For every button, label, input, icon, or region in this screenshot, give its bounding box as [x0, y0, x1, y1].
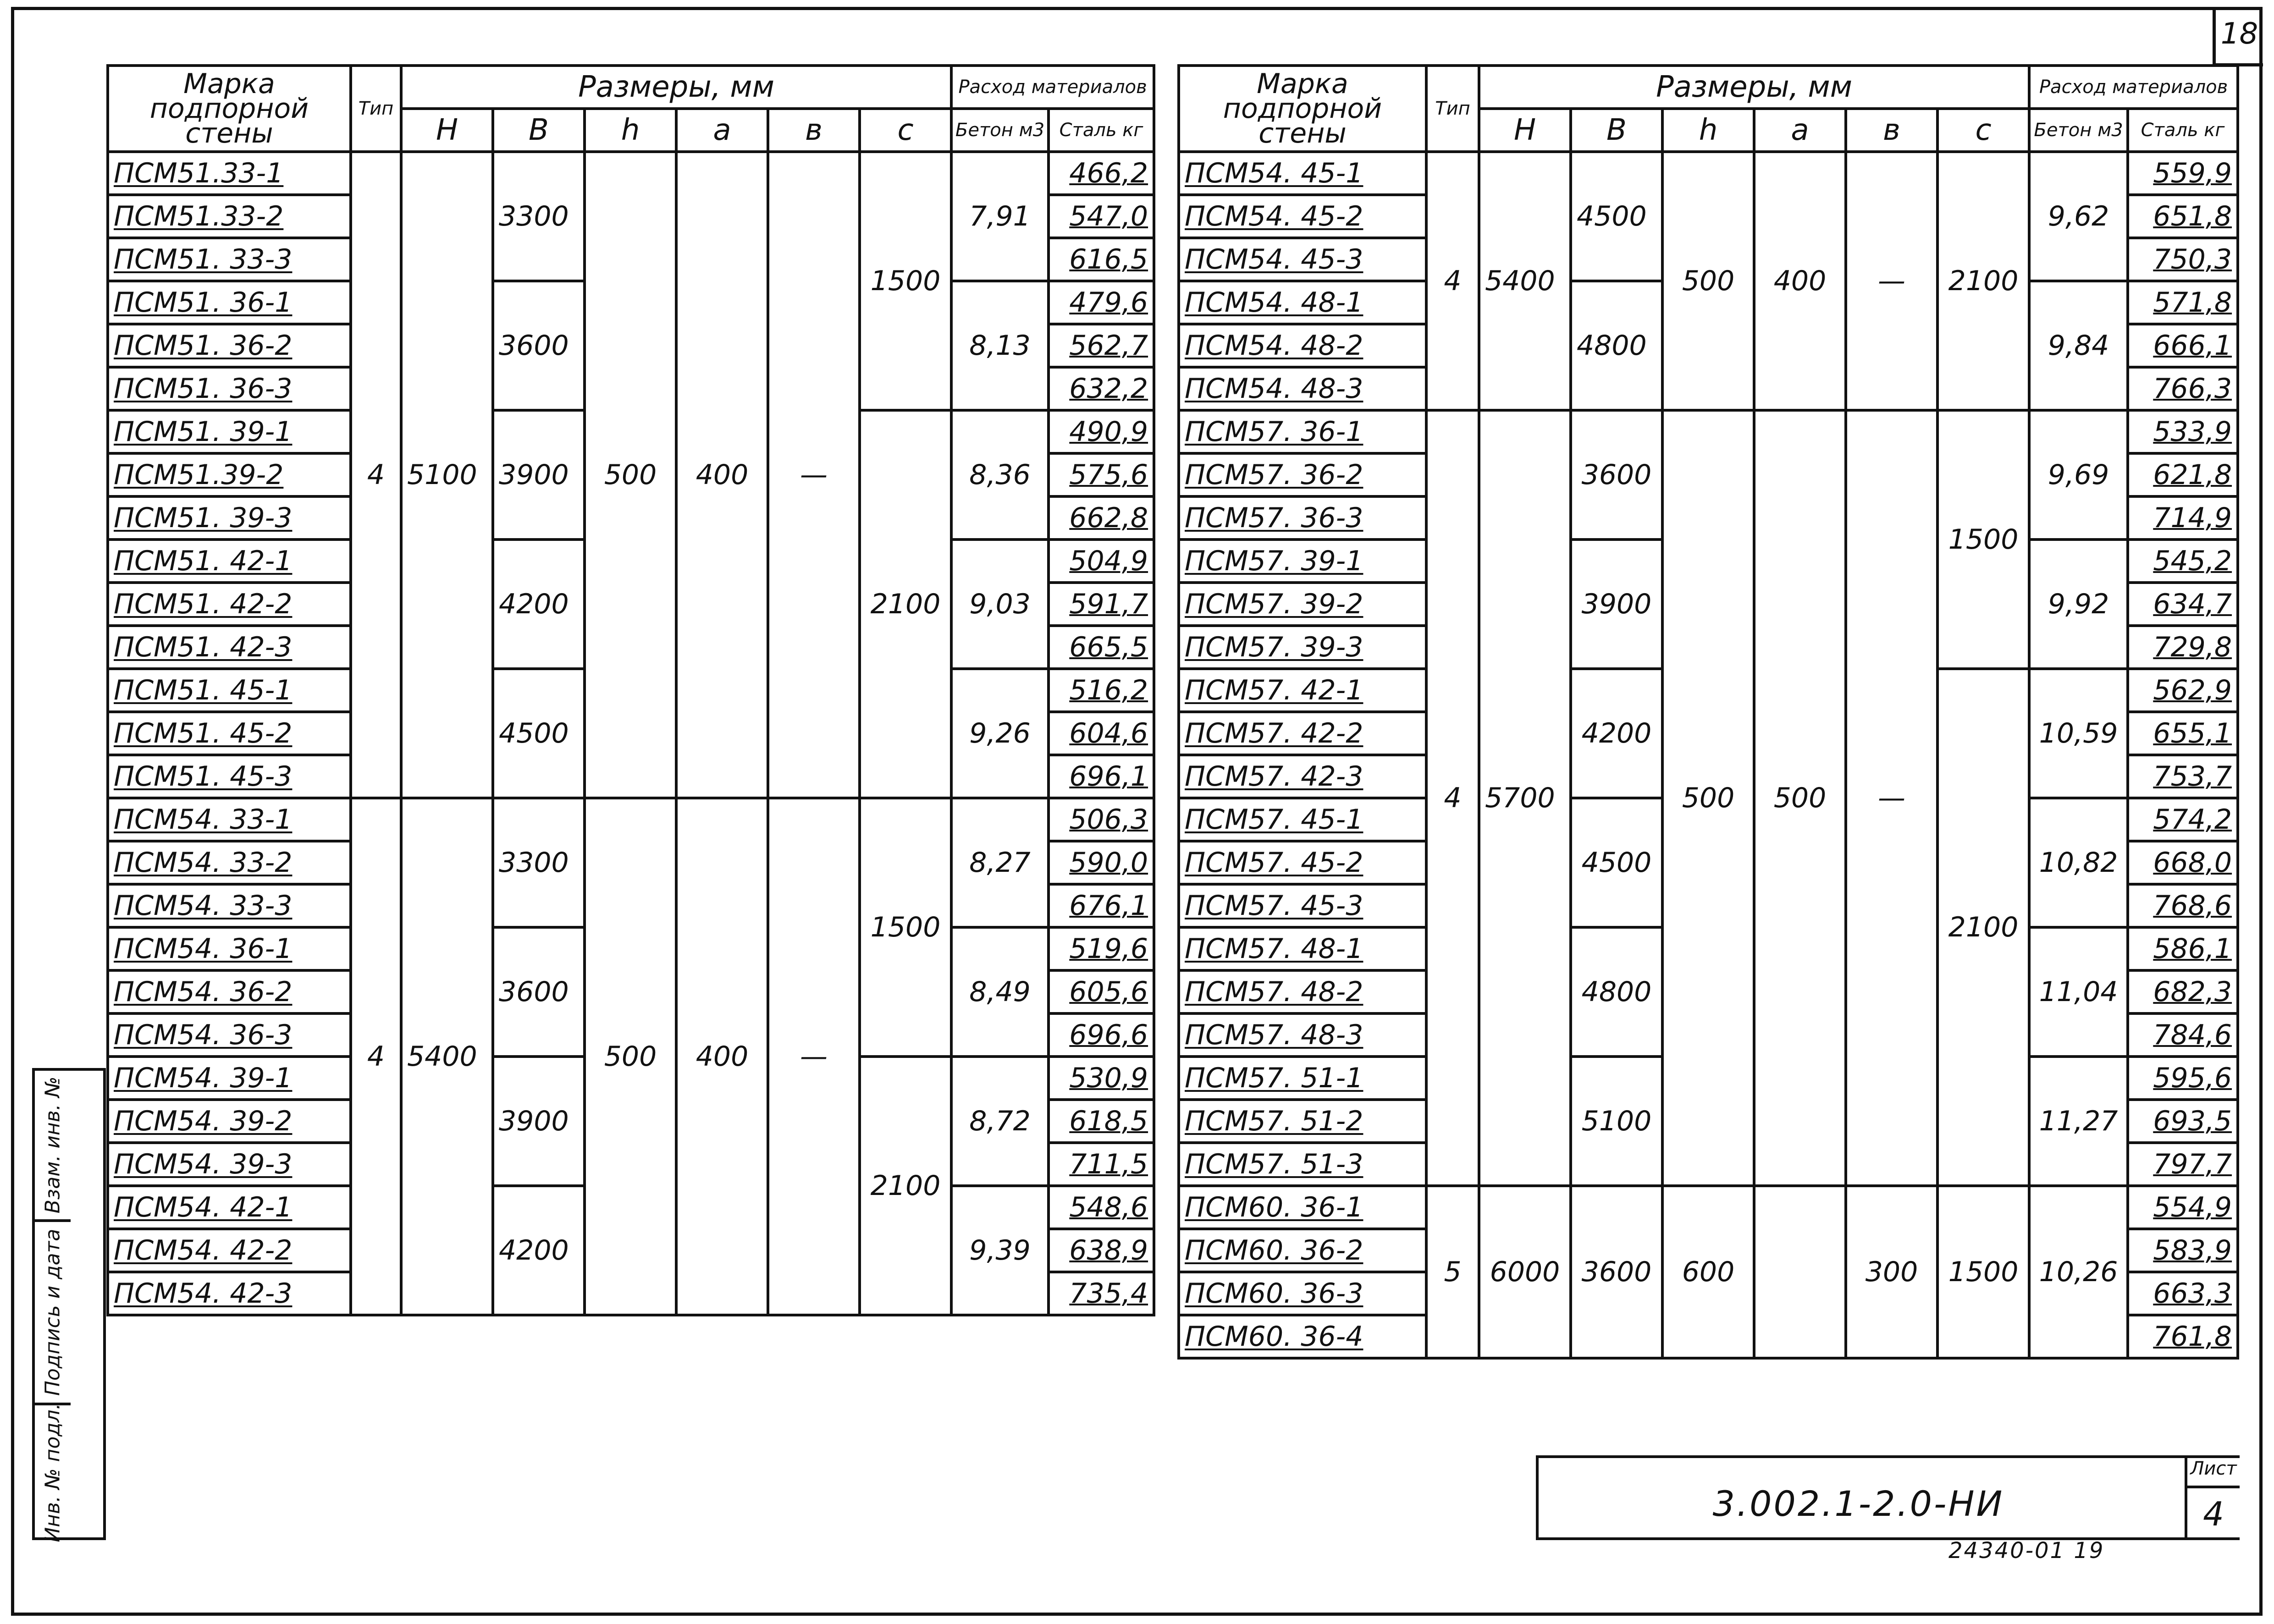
- size-H: 5400: [1479, 152, 1571, 410]
- r-header-b: в: [1846, 109, 1937, 152]
- concrete-volume: 8,49: [951, 927, 1049, 1057]
- size-B: 3300: [493, 152, 585, 281]
- concrete-volume: 8,36: [951, 410, 1049, 539]
- size-B: 3300: [493, 798, 585, 927]
- wall-mark: ПСМ57. 39-2: [1179, 583, 1426, 626]
- stamp-cell-sign: [35, 1222, 71, 1405]
- steel-weight: 548,6: [1049, 1186, 1154, 1229]
- steel-weight: 575,6: [1049, 453, 1154, 496]
- wall-mark: ПСМ51. 36-2: [108, 324, 351, 367]
- size-a: 500: [1754, 410, 1846, 1186]
- size-c: 2100: [1937, 152, 2029, 410]
- size-a: 400: [676, 798, 768, 1315]
- wall-mark: ПСМ60. 36-2: [1179, 1229, 1426, 1272]
- r-header-concrete: Бетон м3: [2029, 109, 2128, 152]
- concrete-volume: 8,27: [951, 798, 1049, 927]
- wall-mark: ПСМ54. 33-3: [108, 884, 351, 927]
- stamp-inventory-number: Инв. № подл.: [41, 1403, 65, 1542]
- steel-weight: 668,0: [2128, 841, 2238, 884]
- header-sizes: Размеры, мм: [401, 66, 951, 109]
- steel-weight: 586,1: [2128, 927, 2238, 970]
- r-header-sizes: Размеры, мм: [1479, 66, 2029, 109]
- steel-weight: 605,6: [1049, 970, 1154, 1013]
- steel-weight: 583,9: [2128, 1229, 2238, 1272]
- concrete-volume: 11,04: [2029, 927, 2128, 1057]
- steel-weight: 466,2: [1049, 152, 1154, 195]
- size-B: 4200: [1571, 669, 1662, 798]
- size-B: 3900: [1571, 539, 1662, 669]
- r-header-c: c: [1937, 109, 2029, 152]
- steel-weight: 693,5: [2128, 1100, 2238, 1143]
- r-header-B: B: [1571, 109, 1662, 152]
- size-B: 4800: [1571, 281, 1662, 410]
- wall-mark: ПСМ57. 36-1: [1179, 410, 1426, 453]
- wall-mark: ПСМ51. 42-2: [108, 583, 351, 626]
- steel-weight: 604,6: [1049, 712, 1154, 755]
- steel-weight: 797,7: [2128, 1143, 2238, 1186]
- size-b: —: [1846, 410, 1937, 1186]
- r-header-h-small: h: [1662, 109, 1754, 152]
- steel-weight: 663,3: [2128, 1272, 2238, 1315]
- title-block: [1536, 1455, 2240, 1540]
- size-B: 4800: [1571, 927, 1662, 1057]
- wall-type: 4: [1426, 410, 1479, 1186]
- wall-mark: ПСМ54. 45-3: [1179, 238, 1426, 281]
- steel-weight: 591,7: [1049, 583, 1154, 626]
- stamp-cell-replace: [35, 1071, 71, 1222]
- table-row: [1179, 152, 2238, 195]
- wall-mark: ПСМ51. 39-3: [108, 496, 351, 539]
- header-mark: Марка подпорной стены: [108, 66, 351, 152]
- wall-mark: ПСМ57. 48-1: [1179, 927, 1426, 970]
- steel-weight: 618,5: [1049, 1100, 1154, 1143]
- steel-weight: 490,9: [1049, 410, 1154, 453]
- steel-weight: 665,5: [1049, 626, 1154, 669]
- wall-mark: ПСМ54. 42-1: [108, 1186, 351, 1229]
- r-header-mark: Марка подпорной стены: [1179, 66, 1426, 152]
- size-c: 1500: [860, 152, 951, 410]
- wall-mark: ПСМ54. 33-2: [108, 841, 351, 884]
- size-c: 2100: [1937, 669, 2029, 1186]
- steel-weight: 696,1: [1049, 755, 1154, 798]
- size-B: 4500: [493, 669, 585, 798]
- wall-mark: ПСМ51. 33-3: [108, 238, 351, 281]
- steel-weight: 711,5: [1049, 1143, 1154, 1186]
- wall-mark: ПСМ57. 42-1: [1179, 669, 1426, 712]
- corner-sheet-box: [2213, 7, 2263, 66]
- size-H: 5400: [401, 798, 493, 1315]
- wall-mark: ПСМ51. 42-1: [108, 539, 351, 583]
- wall-mark: ПСМ54. 33-1: [108, 798, 351, 841]
- size-B: 3900: [493, 410, 585, 539]
- wall-mark: ПСМ54. 39-2: [108, 1100, 351, 1143]
- size-B: 4200: [493, 539, 585, 669]
- steel-weight: 729,8: [2128, 626, 2238, 669]
- steel-weight: 562,9: [2128, 669, 2238, 712]
- header-a: a: [676, 109, 768, 152]
- wall-mark: ПСМ51.33-1: [108, 152, 351, 195]
- size-H: 5100: [401, 152, 493, 798]
- size-c: 1500: [860, 798, 951, 1057]
- wall-mark: ПСМ57. 48-2: [1179, 970, 1426, 1013]
- steel-weight: 766,3: [2128, 367, 2238, 410]
- wall-mark: ПСМ60. 36-4: [1179, 1315, 1426, 1358]
- steel-weight: 574,2: [2128, 798, 2238, 841]
- r-header-H: H: [1479, 109, 1571, 152]
- table-row: [108, 152, 1154, 195]
- wall-type: 4: [351, 152, 401, 798]
- size-c: 2100: [860, 1057, 951, 1315]
- r-header-steel: Сталь кг: [2128, 109, 2238, 152]
- steel-weight: 634,7: [2128, 583, 2238, 626]
- steel-weight: 750,3: [2128, 238, 2238, 281]
- wall-mark: ПСМ57. 45-3: [1179, 884, 1426, 927]
- size-B: 3600: [493, 927, 585, 1057]
- g3-b: 300: [1846, 1186, 1937, 1358]
- steel-weight: 621,8: [2128, 453, 2238, 496]
- steel-weight: 590,0: [1049, 841, 1154, 884]
- steel-weight: 714,9: [2128, 496, 2238, 539]
- sidebar-divider: [103, 1068, 106, 1540]
- document-code: 3.002.1-2.0-НИ: [1712, 1483, 2004, 1524]
- wall-mark: ПСМ57. 51-3: [1179, 1143, 1426, 1186]
- steel-weight: 595,6: [2128, 1057, 2238, 1100]
- concrete-volume: 11,27: [2029, 1057, 2128, 1186]
- steel-weight: 545,2: [2128, 539, 2238, 583]
- steel-weight: 616,5: [1049, 238, 1154, 281]
- concrete-volume: 9,84: [2029, 281, 2128, 410]
- header-consumption: Расход материалов: [951, 66, 1154, 109]
- wall-mark: ПСМ60. 36-3: [1179, 1272, 1426, 1315]
- g3-B: 3600: [1571, 1186, 1662, 1358]
- r-header-consumption: Расход материалов: [2029, 66, 2238, 109]
- wall-mark: ПСМ57. 36-2: [1179, 453, 1426, 496]
- concrete-volume: 10,82: [2029, 798, 2128, 927]
- size-h: 500: [585, 152, 676, 798]
- wall-mark: ПСМ51. 36-3: [108, 367, 351, 410]
- wall-mark: ПСМ51. 45-1: [108, 669, 351, 712]
- wall-mark: ПСМ51.33-2: [108, 195, 351, 238]
- size-c: 2100: [860, 410, 951, 798]
- steel-weight: 504,9: [1049, 539, 1154, 583]
- wall-mark: ПСМ57. 51-1: [1179, 1057, 1426, 1100]
- steel-weight: 519,6: [1049, 927, 1154, 970]
- size-B: 4500: [1571, 152, 1662, 281]
- wall-type: 4: [351, 798, 401, 1315]
- right-wall-table: [1177, 64, 2239, 1360]
- g3-h: 600: [1662, 1186, 1754, 1358]
- header-steel: Сталь кг: [1049, 109, 1154, 152]
- wall-mark: ПСМ54. 42-2: [108, 1229, 351, 1272]
- steel-weight: 651,8: [2128, 195, 2238, 238]
- header-type: Тип: [351, 66, 401, 152]
- wall-type: 4: [1426, 152, 1479, 410]
- stamp-cell-inv: [35, 1405, 71, 1540]
- wall-mark: ПСМ54. 36-3: [108, 1013, 351, 1057]
- concrete-volume: 8,13: [951, 281, 1049, 410]
- steel-weight: 735,4: [1049, 1272, 1154, 1315]
- size-H: 5700: [1479, 410, 1571, 1186]
- steel-weight: 506,3: [1049, 798, 1154, 841]
- g3-a: [1754, 1186, 1846, 1358]
- concrete-volume: 9,92: [2029, 539, 2128, 669]
- steel-weight: 768,6: [2128, 884, 2238, 927]
- wall-mark: ПСМ54. 45-2: [1179, 195, 1426, 238]
- wall-mark: ПСМ54. 36-2: [108, 970, 351, 1013]
- corner-sheet-number: 18: [2220, 17, 2258, 51]
- header-concrete: Бетон м3: [951, 109, 1049, 152]
- concrete-volume: 9,39: [951, 1186, 1049, 1315]
- concrete-volume: 9,03: [951, 539, 1049, 669]
- size-c: 1500: [1937, 410, 2029, 669]
- steel-weight: 530,9: [1049, 1057, 1154, 1100]
- steel-weight: 559,9: [2128, 152, 2238, 195]
- header-B: B: [493, 109, 585, 152]
- wall-mark: ПСМ51. 36-1: [108, 281, 351, 324]
- steel-weight: 533,9: [2128, 410, 2238, 453]
- wall-mark: ПСМ54. 48-3: [1179, 367, 1426, 410]
- header-b: в: [768, 109, 860, 152]
- steel-weight: 479,6: [1049, 281, 1154, 324]
- sheet-number: 4: [2203, 1495, 2224, 1533]
- wall-mark: ПСМ57. 36-3: [1179, 496, 1426, 539]
- wall-mark: ПСМ51.39-2: [108, 453, 351, 496]
- sheet-box: [2185, 1458, 2240, 1537]
- sheet-label: Лист: [2187, 1458, 2240, 1488]
- wall-mark: ПСМ54. 48-2: [1179, 324, 1426, 367]
- concrete-volume: 10,59: [2029, 669, 2128, 798]
- wall-mark: ПСМ51. 42-3: [108, 626, 351, 669]
- size-h: 500: [1662, 152, 1754, 410]
- steel-weight: 662,8: [1049, 496, 1154, 539]
- wall-mark: ПСМ54. 48-1: [1179, 281, 1426, 324]
- steel-weight: 655,1: [2128, 712, 2238, 755]
- wall-mark: ПСМ54. 39-3: [108, 1143, 351, 1186]
- side-stamp-column: [32, 1068, 105, 1540]
- size-B: 3600: [1571, 410, 1662, 539]
- wall-mark: ПСМ51. 45-3: [108, 755, 351, 798]
- size-B: 3900: [493, 1057, 585, 1186]
- steel-weight: 571,8: [2128, 281, 2238, 324]
- wall-mark: ПСМ54. 39-1: [108, 1057, 351, 1100]
- size-a: 400: [676, 152, 768, 798]
- wall-mark: ПСМ60. 36-1: [1179, 1186, 1426, 1229]
- size-b: —: [1846, 152, 1937, 410]
- steel-weight: 632,2: [1049, 367, 1154, 410]
- steel-weight: 666,1: [2128, 324, 2238, 367]
- stamp-signature-date: Подпись и дата: [41, 1228, 65, 1396]
- wall-mark: ПСМ57. 42-3: [1179, 755, 1426, 798]
- table-row: [108, 798, 1154, 841]
- g3-c: 1500: [1937, 1186, 2029, 1358]
- wall-mark: ПСМ54. 45-1: [1179, 152, 1426, 195]
- wall-mark: ПСМ57. 39-1: [1179, 539, 1426, 583]
- steel-weight: 753,7: [2128, 755, 2238, 798]
- g3-type: 5: [1426, 1186, 1479, 1358]
- wall-mark: ПСМ54. 42-3: [108, 1272, 351, 1315]
- stamp-replace-inv: Взам. инв. №: [41, 1076, 65, 1214]
- table-row: [1179, 410, 2238, 453]
- header-c: c: [860, 109, 951, 152]
- size-B: 5100: [1571, 1057, 1662, 1186]
- concrete-volume: 8,72: [951, 1057, 1049, 1186]
- concrete-volume: 7,91: [951, 152, 1049, 281]
- wall-mark: ПСМ51. 39-1: [108, 410, 351, 453]
- size-b: —: [768, 798, 860, 1315]
- steel-weight: 554,9: [2128, 1186, 2238, 1229]
- archive-number: 24340-01 19: [1948, 1538, 2105, 1563]
- wall-mark: ПСМ57. 48-3: [1179, 1013, 1426, 1057]
- wall-mark: ПСМ57. 45-1: [1179, 798, 1426, 841]
- size-B: 4500: [1571, 798, 1662, 927]
- steel-weight: 638,9: [1049, 1229, 1154, 1272]
- steel-weight: 761,8: [2128, 1315, 2238, 1358]
- concrete-volume: 9,26: [951, 669, 1049, 798]
- steel-weight: 562,7: [1049, 324, 1154, 367]
- wall-mark: ПСМ57. 39-3: [1179, 626, 1426, 669]
- size-h: 500: [585, 798, 676, 1315]
- header-h-small: h: [585, 109, 676, 152]
- steel-weight: 682,3: [2128, 970, 2238, 1013]
- wall-mark: ПСМ51. 45-2: [108, 712, 351, 755]
- steel-weight: 547,0: [1049, 195, 1154, 238]
- g3-concrete: 10,26: [2029, 1186, 2128, 1358]
- g3-H: 6000: [1479, 1186, 1571, 1358]
- r-header-type: Тип: [1426, 66, 1479, 152]
- steel-weight: 784,6: [2128, 1013, 2238, 1057]
- steel-weight: 516,2: [1049, 669, 1154, 712]
- wall-mark: ПСМ57. 42-2: [1179, 712, 1426, 755]
- size-h: 500: [1662, 410, 1754, 1186]
- left-wall-table: [106, 64, 1155, 1316]
- r-header-a: a: [1754, 109, 1846, 152]
- concrete-volume: 9,62: [2029, 152, 2128, 281]
- steel-weight: 676,1: [1049, 884, 1154, 927]
- size-B: 3600: [493, 281, 585, 410]
- wall-mark: ПСМ57. 45-2: [1179, 841, 1426, 884]
- wall-mark: ПСМ54. 36-1: [108, 927, 351, 970]
- size-b: —: [768, 152, 860, 798]
- table-row: [1179, 1186, 2238, 1229]
- steel-weight: 696,6: [1049, 1013, 1154, 1057]
- size-B: 4200: [493, 1186, 585, 1315]
- size-a: 400: [1754, 152, 1846, 410]
- header-H: H: [401, 109, 493, 152]
- wall-mark: ПСМ57. 51-2: [1179, 1100, 1426, 1143]
- concrete-volume: 9,69: [2029, 410, 2128, 539]
